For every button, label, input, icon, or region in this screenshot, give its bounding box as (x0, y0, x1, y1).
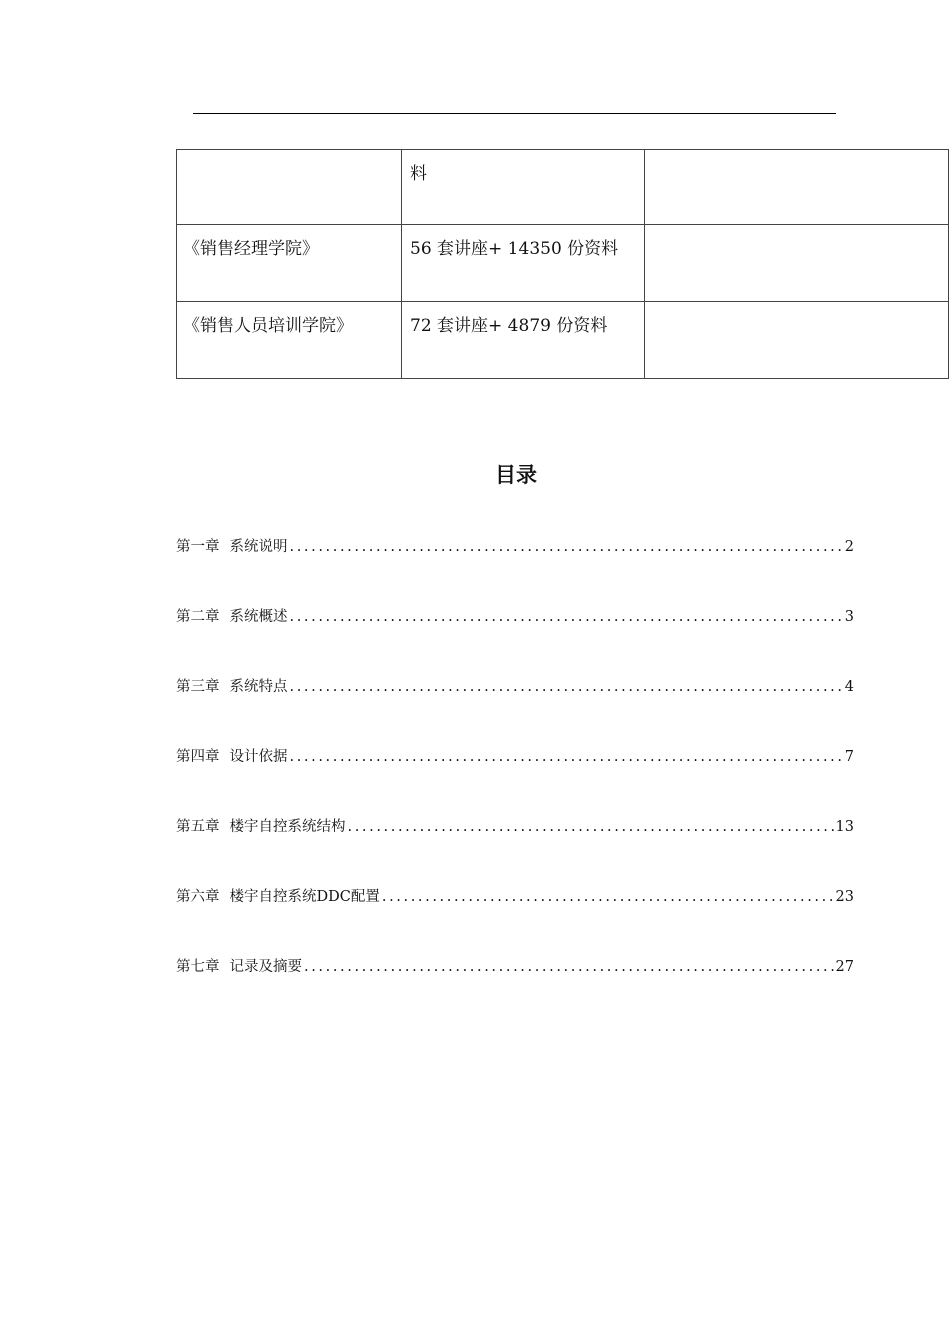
course-content-cell: 料 (402, 150, 645, 225)
toc-page-number: 4 (844, 679, 854, 695)
course-name-cell: 《销售经理学院》 (177, 225, 402, 302)
toc-chapter-number: 第七章 (176, 959, 220, 975)
toc-chapter-number: 第三章 (176, 679, 220, 695)
toc-title: 目录 (495, 463, 537, 487)
toc-chapter-number: 第二章 (176, 609, 220, 625)
header-rule (193, 113, 836, 114)
toc-page-number: 27 (835, 959, 854, 975)
toc-chapter-name: 设计依据 (229, 749, 288, 765)
toc-dot-leader (290, 536, 843, 558)
toc-page-number: 23 (835, 889, 854, 905)
toc-chapter-name: 楼宇自控系统结构 (229, 819, 346, 835)
toc-chapter-number: 第四章 (176, 749, 220, 765)
toc-chapter-name: 系统特点 (229, 679, 288, 695)
table-row (177, 302, 949, 379)
course-name-cell (177, 150, 402, 225)
toc-page-number: 2 (844, 539, 854, 555)
toc-chapter-number: 第五章 (176, 819, 220, 835)
toc-entry[interactable] (176, 676, 854, 746)
toc-chapter-name: 系统概述 (229, 609, 288, 625)
toc-chapter-name: 记录及摘要 (229, 959, 302, 975)
toc-dot-leader (290, 676, 843, 698)
course-note-cell (645, 302, 949, 379)
toc-entry[interactable] (176, 816, 854, 886)
table-row (177, 150, 949, 225)
course-content-cell: 72 套讲座+ 4879 份资料 (402, 302, 645, 379)
toc-chapter-name: 系统说明 (229, 539, 288, 555)
resource-table (176, 149, 949, 379)
toc-chapter-number: 第六章 (176, 889, 220, 905)
toc-dot-leader (304, 956, 834, 978)
toc-entry[interactable] (176, 606, 854, 676)
toc-page-number: 7 (844, 749, 854, 765)
toc-page-number: 3 (844, 609, 854, 625)
toc-dot-leader (382, 886, 834, 908)
toc-page-number: 13 (835, 819, 854, 835)
toc-chapter-number: 第一章 (176, 539, 220, 555)
toc-entry[interactable] (176, 956, 854, 1026)
course-note-cell (645, 225, 949, 302)
toc-dot-leader (290, 606, 843, 628)
toc-entry[interactable] (176, 746, 854, 816)
toc-dot-leader (348, 816, 834, 838)
toc-entry[interactable] (176, 536, 854, 606)
course-note-cell (645, 150, 949, 225)
course-name-cell: 《销售人员培训学院》 (177, 302, 402, 379)
course-content-cell: 56 套讲座+ 14350 份资料 (402, 225, 645, 302)
toc-list (176, 536, 854, 1026)
table-row (177, 225, 949, 302)
toc-chapter-name: 楼宇自控系统DDC配置 (229, 889, 380, 905)
toc-dot-leader (290, 746, 843, 768)
toc-entry[interactable] (176, 886, 854, 956)
